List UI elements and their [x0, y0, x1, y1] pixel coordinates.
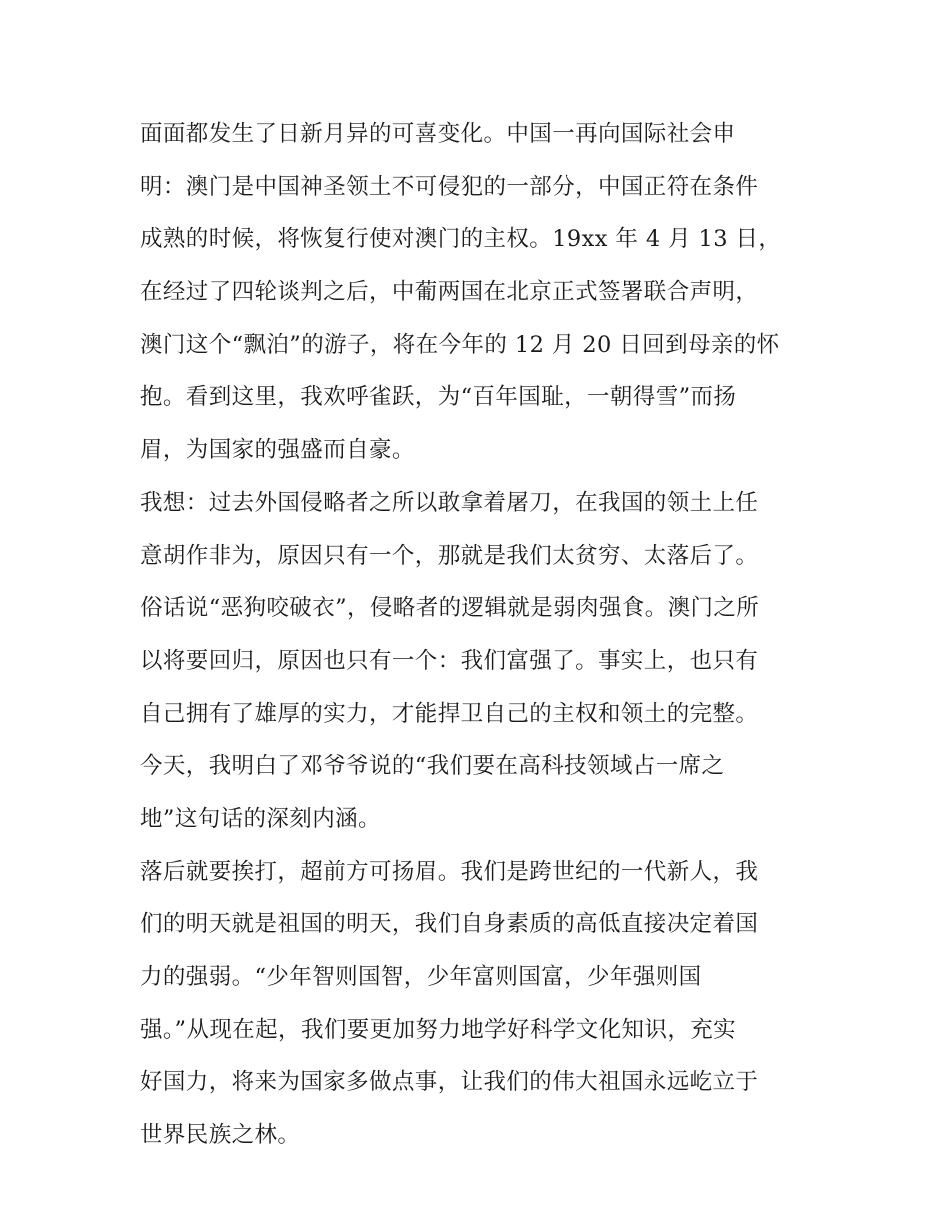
text-line: 抱。看到这里，我欢呼雀跃，为“百年国耻，一朝得雪”而扬	[140, 384, 737, 411]
text-line: 自己拥有了雄厚的实力，才能捍卫自己的主权和领土的完整。	[140, 700, 759, 727]
text-line: 眉，为国家的强盛而自豪。	[140, 437, 415, 464]
text-line: 地”这句话的深刻内涵。	[140, 805, 381, 832]
text-line: 意胡作非为，原因只有一个，那就是我们太贫穷、太落后了。	[140, 542, 759, 569]
text-line: 在经过了四轮谈判之后，中葡两国在北京正式签署联合声明，	[140, 279, 759, 306]
text-line: 今天，我明白了邓爷爷说的“我们要在高科技领域占一席之	[140, 753, 725, 780]
text-line: 俗话说“恶狗咬破衣”，侵略者的逻辑就是弱肉强食。澳门之所	[140, 595, 760, 622]
text-line: 成熟的时候，将恢复行使对澳门的主权。19xx 年 4 月 13 日，	[140, 226, 782, 253]
text-line: 澳门这个“飘泊”的游子，将在今年的 12 月 20 日回到母亲的怀	[140, 331, 780, 358]
text-line: 落后就要挨打，超前方可扬眉。我们是跨世纪的一代新人，我	[140, 858, 759, 885]
text-line: 以将要回归，原因也只有一个：我们富强了。事实上，也只有	[140, 647, 759, 674]
document-body	[140, 108, 820, 1162]
text-line: 强。”从现在起，我们要更加努力地学好科学文化知识，充实	[140, 1016, 737, 1043]
text-line: 面面都发生了日新月异的可喜变化。中国一再向国际社会申	[140, 121, 736, 147]
text-line: 明：澳门是中国神圣领土不可侵犯的一部分，中国正符在条件	[140, 173, 759, 200]
text-line: 们的明天就是祖国的明天，我们自身素质的高低直接决定着国	[140, 911, 759, 938]
text-line: 我想：过去外国侵略者之所以敢拿着屠刀，在我国的领土上任	[140, 489, 759, 516]
text-line: 世界民族之林。	[140, 1122, 301, 1149]
text-line: 力的强弱。“少年智则国智，少年富则国富，少年强则国	[140, 964, 702, 990]
text-line: 好国力，将来为国家多做点事，让我们的伟大祖国永远屹立于	[140, 1069, 759, 1096]
